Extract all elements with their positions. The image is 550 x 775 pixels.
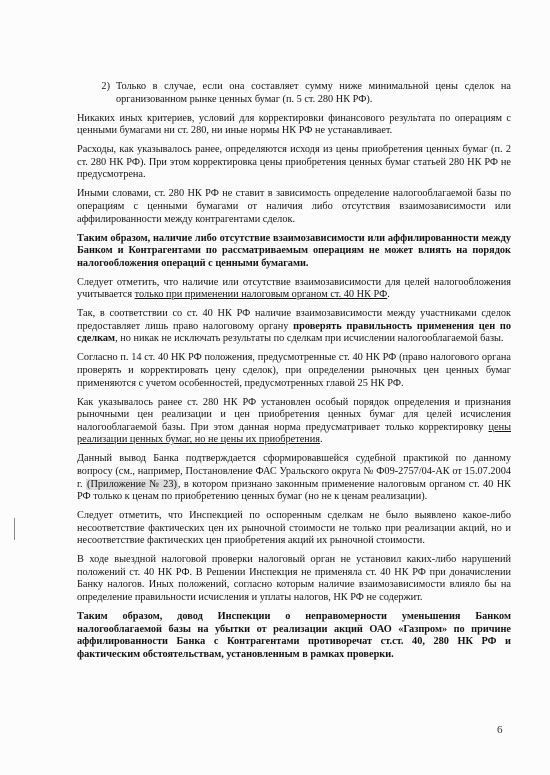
paragraph xyxy=(77,277,511,302)
paragraph: В ходе выездной налоговой проверки налоговый орган не установил каких-либо нарушений положений ст. 40 НК РФ. В Решении Инспекция не применяла ст. 40 НК РФ при доначислении Банку налогов. Иных положений, согласно которым наличие взаимозависимости влияло бы на определение правильности исчисления и уплаты налогов, НК РФ не содержит. xyxy=(77,554,511,604)
paragraph-text: . xyxy=(387,289,390,301)
conclusion-paragraph: Таким образом, довод Инспекции о неправомерности уменьшения Банком налогооблагаемой базы на убытки от реализации акций ОАО «Газпром» по причине аффилированности Банка с Контрагентами противоречат ст.ст. 40, 280 НК РФ и фактическим обстоятельствам, установленным в рамках проверки. xyxy=(77,611,511,660)
paragraph-text: Данный вывод Банка подтверждается сформировавшейся судебной практикой по данному вопросу (см., например, Постановление ФАС Уральского округа № Ф09-2757/04-АК от 15.07.2004 г. xyxy=(77,453,511,490)
highlighted-reference: (Приложение № 23) xyxy=(87,478,177,490)
document-body xyxy=(77,81,511,668)
paragraph-text: . xyxy=(320,434,323,446)
underlined-text: только при применении налоговым органом ст. 40 НК РФ xyxy=(134,289,388,301)
list-item-text: Только в случае, если она составляет сумму ниже минимальной цены сделок на организованном рынке ценных бумаг (п. 5 ст. 280 НК РФ). xyxy=(116,81,511,105)
list-item xyxy=(77,81,511,106)
margin-mark xyxy=(14,518,15,540)
underlined-text: цены реализации ценных бумаг, но не цены их приобретения xyxy=(77,421,511,446)
bold-text: проверять правильность применения цен по сделкам xyxy=(77,320,511,345)
paragraph xyxy=(77,308,511,346)
paragraph-text: , но никак не исключать результаты по сделкам при исчислении налогооблагаемой базы. xyxy=(115,333,504,345)
paragraph-text: Так, в соответствии со ст. 40 НК РФ наличие взаимозависимости между участниками сделок предоставляет лишь право налоговому органу xyxy=(77,308,511,332)
paragraph: Иными словами, ст. 280 НК РФ не ставит в зависимость определение налогооблагаемой базы по операциям с ценными бумагами от наличия либо отсутствия взаимозависимости или аффилированности между контрагентами сделок. xyxy=(77,188,511,225)
paragraph: Расходы, как указывалось ранее, определяются исходя из цены приобретения ценных бумаг (п. 2 ст. 280 НК РФ). При этом корректировка цены приобретения ценных бумаг статьей 280 НК РФ не предусмотрена. xyxy=(77,144,511,181)
paragraph: Никаких иных критериев, условий для корректировки финансового результата по операциям с ценными бумагами ни ст. 280, ни иные нормы НК РФ не устанавливает. xyxy=(77,112,511,137)
list-item-number: 2) xyxy=(101,81,110,92)
paragraph-text: Как указывалось ранее ст. 280 НК РФ установлен особый порядок определения и признания рыночными цен реализации и цен приобретения ценных бумаг для целей исчисления налогооблагаемой базы. При этом данная норма предусматривает только корректировку xyxy=(77,396,511,433)
paragraph-text: Следует отметить, что наличие или отсутствие взаимозависимости для целей налогообложения учитывается xyxy=(77,276,511,301)
paragraph: Следует отметить, что Инспекцией по оспоренным сделкам не было выявлено какое-либо несоответствие фактических цен их рыночной стоимости не только при реализации акций, но и несоответствие фактических цен приобретения акций их рыночной стоимости. xyxy=(77,510,511,547)
conclusion-paragraph: Таким образом, наличие либо отсутствие взаимозависимости или аффилированности между Банком и Контрагентами по рассматриваемым операциям не может влиять на порядок налогообложения операций с ценными бумагами. xyxy=(77,232,511,269)
paragraph xyxy=(77,397,511,447)
page-number: 6 xyxy=(497,724,503,736)
paragraph-text: , в котором признано законным применение налоговым органом ст. 40 НК РФ только к ценам по приобретению ценных бумаг (но не к ценам реализации). xyxy=(77,478,511,503)
paragraph: Согласно п. 14 ст. 40 НК РФ положения, предусмотренные ст. 40 НК РФ (право налогового органа проверять и корректировать цену сделок), при определении рыночных цен ценных бумаг применяются с учетом особенностей, предусмотренных главой 25 НК РФ. xyxy=(77,352,511,389)
paragraph xyxy=(77,453,511,503)
